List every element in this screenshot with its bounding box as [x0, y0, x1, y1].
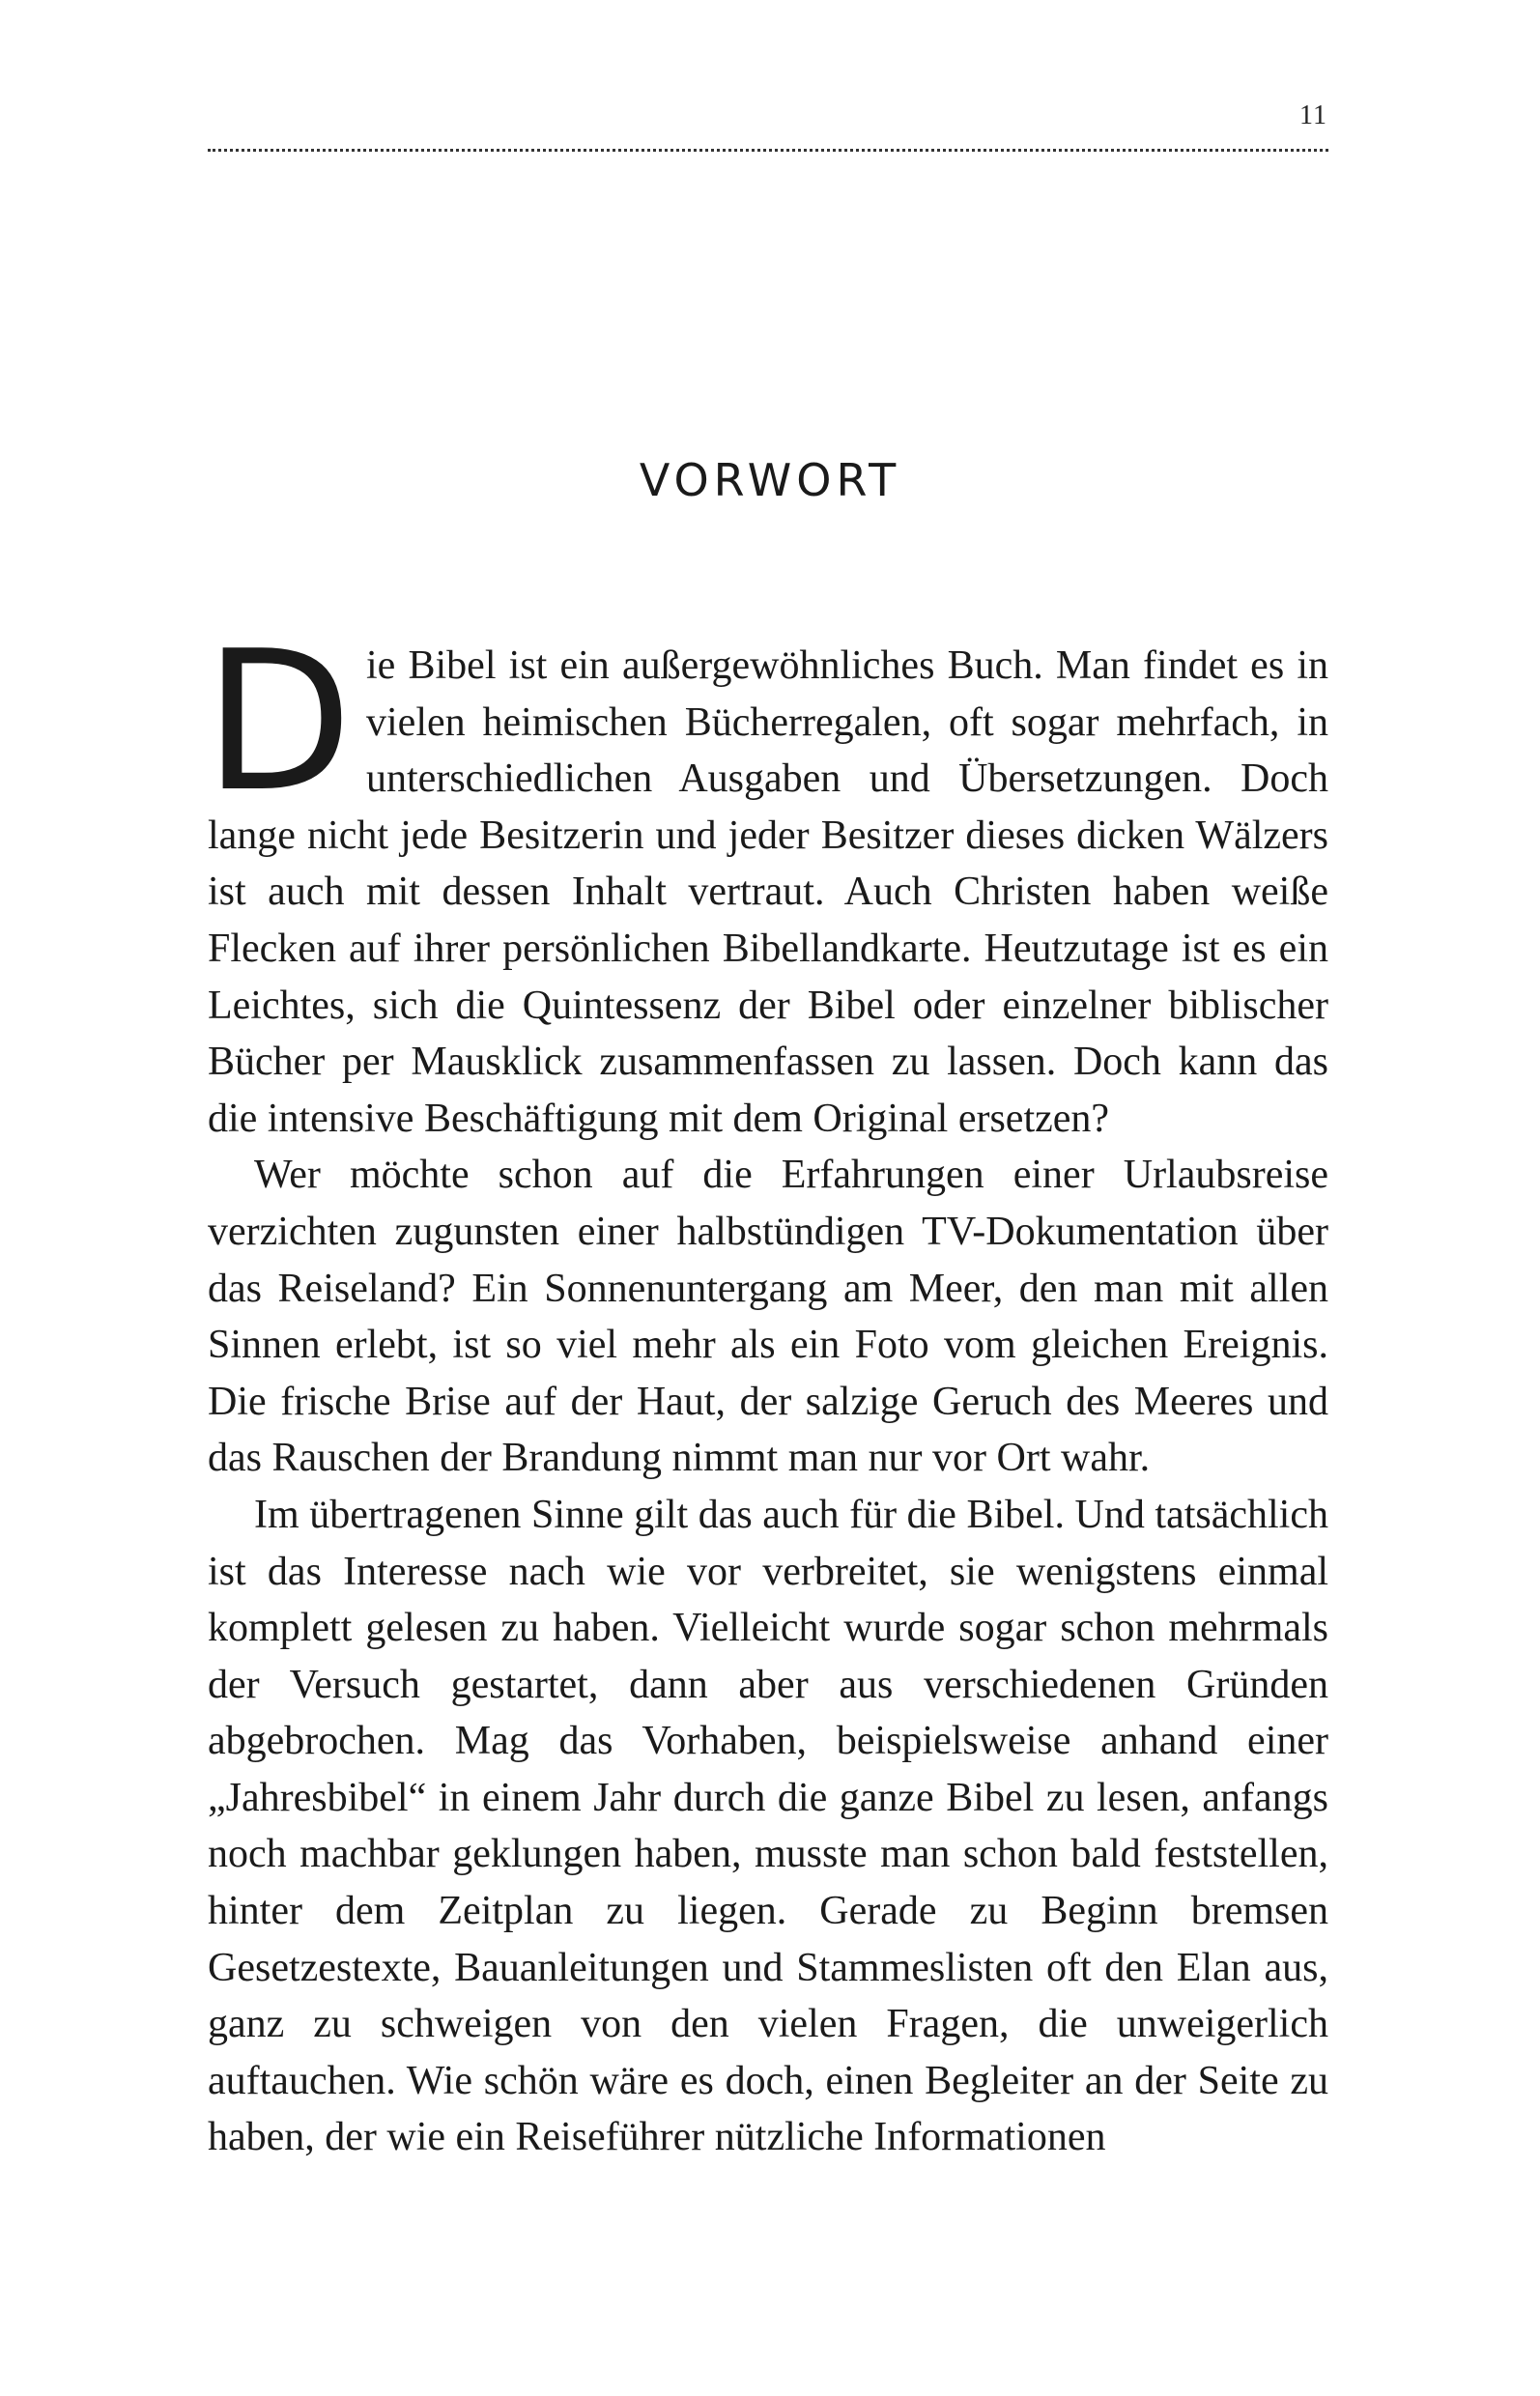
paragraph-1-text: ie Bibel ist ein außergewöhnliches Buch. Man findet es in vielen heimischen Bücherregalen, oft sogar mehrfach, in unterschiedlichen Ausgaben und Übersetzungen. Doch lange nicht jede Besitzerin und jeder Besitzer dieses dicken Wälzers ist auch mit dessen Inhalt vertraut. Auch Christen haben weiße Flecken auf ihrer persönlichen Bibellandkarte. Heutzutage ist es ein Leichtes, sich die Quintessenz der Bibel oder einzelner biblischer Bücher per Mausklick zusammenfassen zu lassen. Doch kann das die intensive Beschäftigung mit dem Original ersetzen?	[208, 643, 1328, 1141]
page-number: 11	[1299, 100, 1327, 130]
paragraph-1	[204, 610, 1328, 1147]
paragraph-3: Im übertragenen Sinne gilt das auch für die Bibel. Und tatsächlich ist das Interesse nach wie vor verbreitet, sie wenigstens einmal komplett gelesen zu haben. Vielleicht wurde sogar schon mehrmals der Versuch gestartet, dann aber aus verschiedenen Gründen abgebrochen. Mag das Vorhaben, beispielsweise anhand einer „Jahresbibel“ in einem Jahr durch die ganze Bibel zu lesen, anfangs noch machbar geklungen haben, musste man schon bald feststellen, hinter dem Zeitplan zu liegen. Gerade zu Beginn bremsen Gesetzestexte, Bauanleitungen und Stammeslisten oft den Elan aus, ganz zu schweigen von den vielen Fragen, die unweigerlich auftauchen. Wie schön wäre es doch, einen Begleiter an der Seite zu haben, der wie ein Reiseführer nützliche Informationen	[208, 1492, 1328, 2160]
header-dotted-rule	[208, 149, 1328, 152]
paragraph-2: Wer möchte schon auf die Erfahrungen einer Urlaubsreise verzichten zugunsten einer halbstündigen TV-Dokumentation über das Reiseland? Ein Sonnenuntergang am Meer, den man mit allen Sinnen erlebt, ist so viel mehr als ein Foto vom gleichen Ereignis. Die frische Brise auf der Haut, der salzige Geruch des Meeres und das Rauschen der Brandung nimmt man nur vor Ort wahr.	[208, 1153, 1328, 1481]
drop-cap: D	[204, 610, 354, 835]
chapter-title: VORWORT	[639, 454, 901, 506]
body-text	[204, 610, 1328, 2166]
